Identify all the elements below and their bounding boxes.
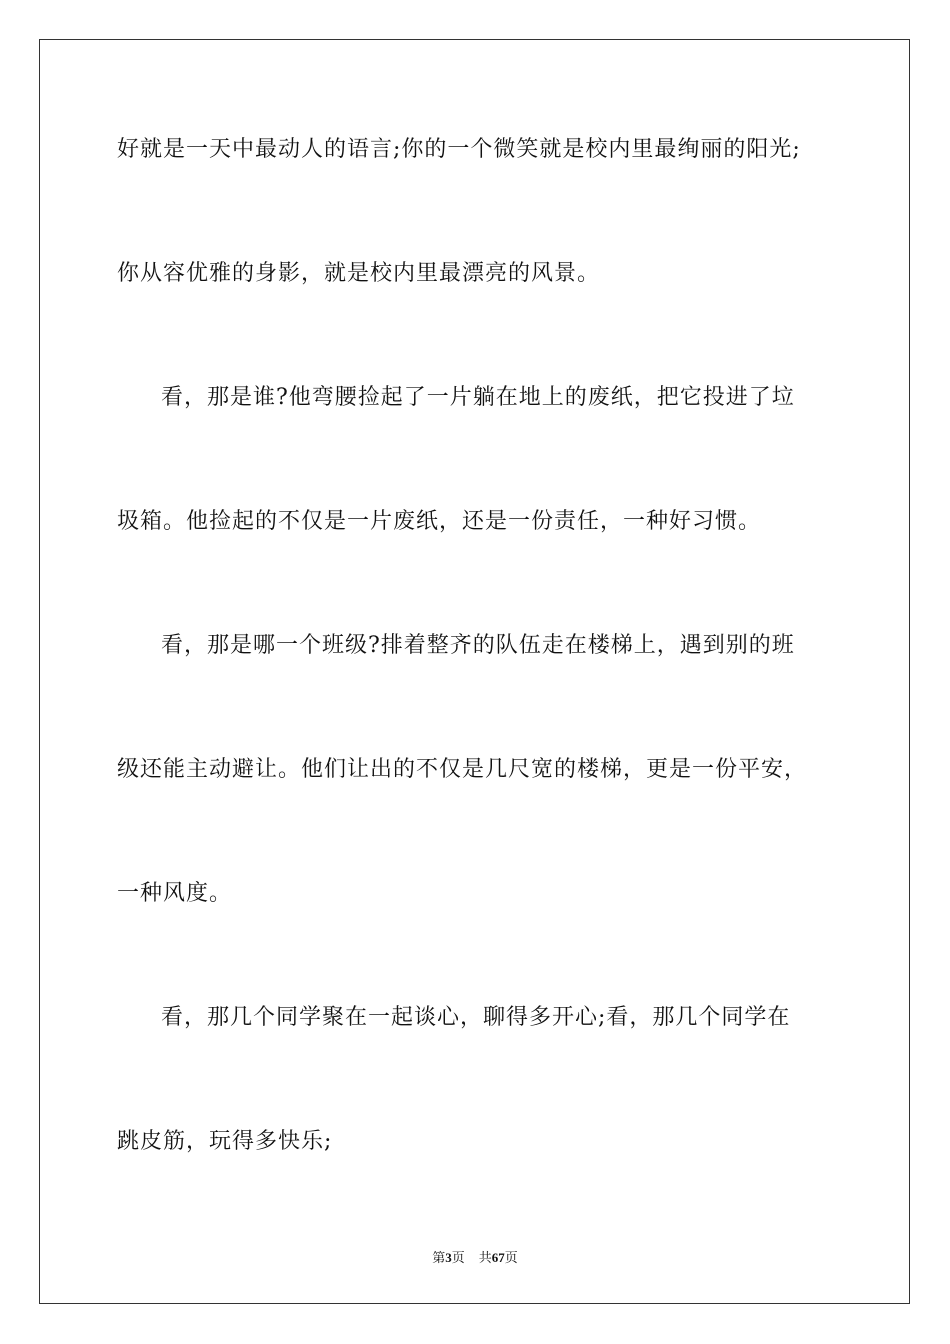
- page-suffix: 页: [451, 1250, 465, 1265]
- text-line: 跳皮筋，玩得多快乐;: [117, 1129, 333, 1154]
- text-line: 看，那几个同学聚在一起谈心，聊得多开心;看，那几个同学在: [161, 1005, 791, 1030]
- text-line: 好就是一天中最动人的语言;你的一个微笑就是校内里最绚丽的阳光;: [117, 137, 801, 162]
- text-line: 级还能主动避让。他们让出的不仅是几尺宽的楼梯，更是一份平安，: [117, 757, 808, 782]
- total-prefix: 共: [478, 1250, 492, 1265]
- total-suffix: 页: [504, 1250, 518, 1265]
- page-footer: [0, 1247, 950, 1266]
- text-line: 圾箱。他捡起的不仅是一片废纸，还是一份责任，一种好习惯。: [117, 509, 762, 534]
- page-total: 67: [491, 1250, 505, 1265]
- page-frame: [39, 39, 910, 1304]
- page-prefix: 第: [432, 1250, 446, 1265]
- page-current: 3: [445, 1250, 452, 1265]
- text-line: 看，那是哪一个班级?排着整齐的队伍走在楼梯上，遇到别的班: [161, 633, 795, 658]
- text-line: 一种风度。: [117, 881, 233, 906]
- text-line: 你从容优雅的身影，就是校内里最漂亮的风景。: [117, 261, 601, 286]
- text-line: 看，那是谁?他弯腰捡起了一片躺在地上的废纸，把它投进了垃: [161, 385, 795, 410]
